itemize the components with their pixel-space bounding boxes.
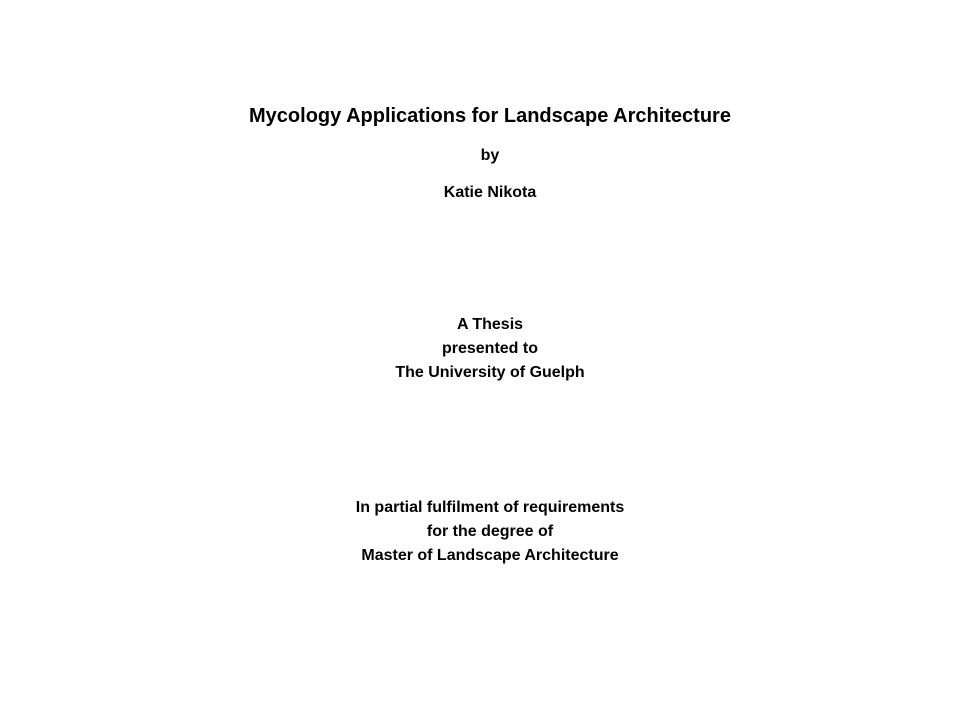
degree-name: Master of Landscape Architecture	[361, 547, 619, 564]
thesis-line: presented to	[441, 340, 538, 357]
university-name: The University of Guelph	[395, 364, 585, 381]
degree-statement	[0, 496, 970, 568]
by-label: by	[480, 147, 500, 164]
author-name: Katie Nikota	[443, 184, 537, 201]
degree-line: for the degree of	[426, 523, 554, 540]
thesis-statement	[0, 313, 970, 385]
thesis-title: Mycology Applications for Landscape Architecture	[249, 105, 731, 127]
degree-line: In partial fulfilment of requirements	[355, 499, 625, 516]
thesis-line: A Thesis	[456, 316, 524, 333]
